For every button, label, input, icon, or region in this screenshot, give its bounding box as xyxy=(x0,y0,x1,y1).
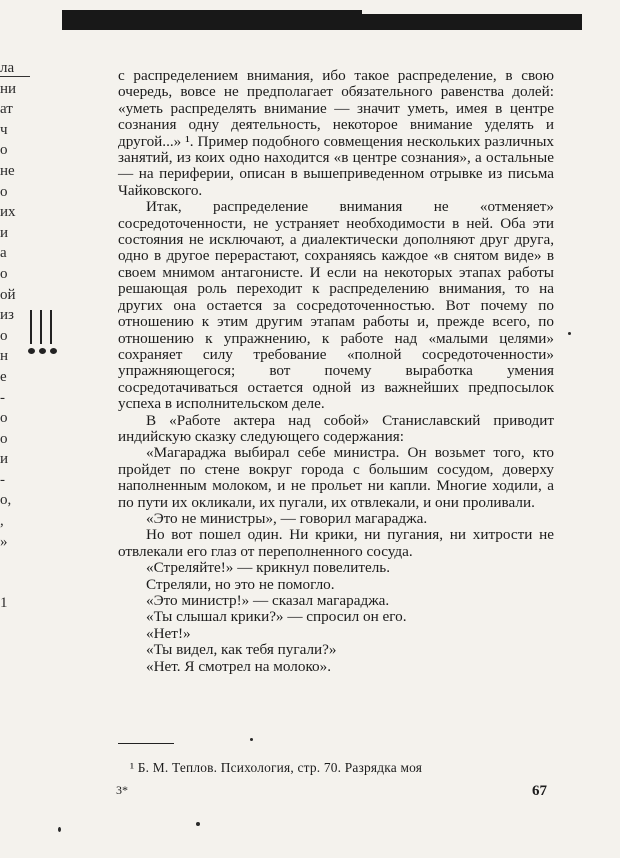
margin-dot xyxy=(28,348,35,354)
paragraph: «Это не министры», — говорил магараджа. xyxy=(146,509,428,527)
gutter-fragment: о xyxy=(0,265,8,282)
gutter-fragment: их xyxy=(0,204,16,221)
gutter-fragment: о xyxy=(0,327,8,344)
paragraph: «Это министр!» — сказал магараджа. xyxy=(146,592,390,609)
gutter-fragment: 1 xyxy=(0,595,8,612)
body-text xyxy=(118,68,554,675)
gutter-fragment: ой xyxy=(0,286,16,303)
margin-bar xyxy=(40,310,42,344)
paragraph: «Стреляйте!» — крикнул повелитель. xyxy=(146,559,391,577)
gutter-fragment: ч xyxy=(0,121,8,138)
top-edge-bar xyxy=(62,14,582,30)
gutter-fragment: - xyxy=(0,471,5,488)
paragraph: «Нет. Я смотрел на молоко». xyxy=(146,657,332,675)
gutter-fragment: о xyxy=(0,142,8,159)
paragraph: В «Работе актера над собой» Станиславский приводит индийскую сказку следующего содержания: xyxy=(118,411,554,445)
margin-bar xyxy=(30,310,32,344)
print-speck xyxy=(250,738,253,741)
footnote: ¹ Б. М. Теплов. Психология, стр. 70. Разрядка моя xyxy=(130,760,423,775)
gutter-fragment: о xyxy=(0,183,8,200)
paragraph: «Ты слышал крики?» — спросил он его. xyxy=(146,608,407,626)
margin-dot xyxy=(50,348,57,354)
gutter-fragment: - xyxy=(0,389,5,406)
paragraph: Стреляли, но это не помогло. xyxy=(146,575,335,593)
gutter-fragment: о xyxy=(0,430,8,447)
paragraph: «Нет!» xyxy=(146,624,191,642)
page-number: 67 xyxy=(532,783,547,799)
gutter-rule xyxy=(0,76,30,77)
gutter-fragment: из xyxy=(0,307,14,324)
previous-page-gutter xyxy=(0,58,30,614)
gutter-fragment: , xyxy=(0,513,4,530)
gutter-fragment: а xyxy=(0,245,7,262)
gutter-fragment: не xyxy=(0,162,15,179)
signature-mark: 3* xyxy=(116,783,128,797)
margin-marks xyxy=(28,310,68,360)
paragraph: «Магараджа выбирал себе министра. Он возьмет того, кто пройдет по стене вокруг города с большим сосудом, доверху наполненным молоком, и не прольет ни капли. Многие ходили, а по пути их окликали, их пугали, их отвлекали, и они проливали. xyxy=(118,444,554,511)
gutter-fragment: и xyxy=(0,451,9,468)
print-speck xyxy=(196,822,200,826)
print-speck xyxy=(568,332,571,335)
gutter-fragment xyxy=(0,573,30,594)
paragraph: с распределением внимания, ибо такое распределение, в свою очередь, вовсе не предполагает обязательного равенства долей: «уметь распределять внимание — значит уметь, имея в центре сознания одну деятельность, некоторое внимание уделять и другой...» ¹. Пример подобного совмещения нескольких различных занятий, из коих одно находится «в центре сознания», а остальные — на периферии, описан в вышеприведенном отрывке из письма Чайковского. xyxy=(118,67,554,199)
gutter-fragment: ат xyxy=(0,101,13,118)
margin-dot xyxy=(39,348,46,354)
gutter-fragment: е xyxy=(0,368,7,385)
gutter-fragment: н xyxy=(0,348,9,365)
gutter-fragment: ла xyxy=(0,60,15,76)
footnote-rule xyxy=(118,743,174,744)
paragraph: «Ты видел, как тебя пугали?» xyxy=(146,641,337,659)
gutter-fragment xyxy=(0,552,30,573)
paragraph: Но вот пошел один. Ни крики, ни пугания, ни хитрости не отвлекали его глаз от переполненного сосуда. xyxy=(118,526,554,560)
gutter-fragment: и xyxy=(0,224,9,241)
gutter-fragment: о xyxy=(0,410,8,427)
margin-bar xyxy=(50,310,52,344)
gutter-fragment: » xyxy=(0,533,8,550)
paragraph: Итак, распределение внимания не «отменяет» сосредоточенности, не устраняет необходимости в ней. Оба эти состояния не исключают, а диалектически дополняют друг друга, одно в другое перерастают, сохраняясь каждое «в снятом виде» в своем мнимом антагонисте. И если на некоторых этапах работы решающая роль переходит к распределению внимания, то на других она остается за сосредоточенностью. Вот почему по отношению к этим другим этапам работы и, прежде всего, по отношению к упражнению, к работе над «малыми целями» сохраняет силу требование «полной сосредоточенности» упражняющегося; вот почему выработка умения сосредотачиваться остается одной из важнейших предпосылок успеха в исполнительском деле. xyxy=(118,198,554,413)
print-speck xyxy=(58,827,61,832)
gutter-fragment: о, xyxy=(0,492,12,509)
gutter-fragment: ни xyxy=(0,80,17,97)
